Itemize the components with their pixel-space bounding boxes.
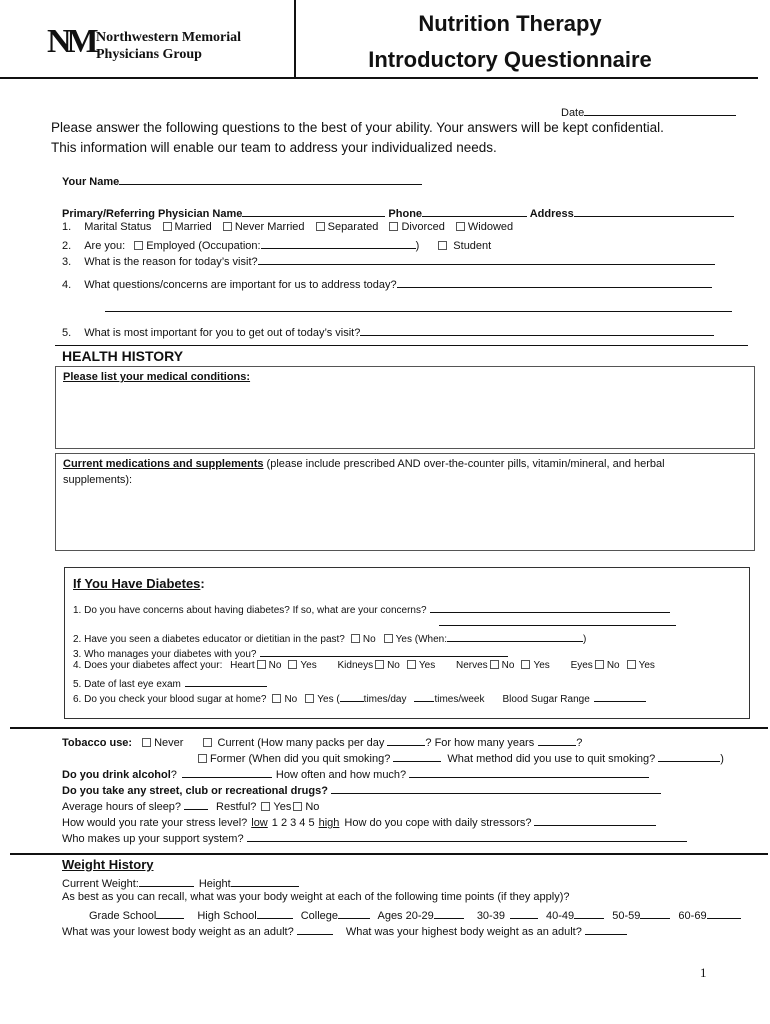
diabetes-concerns-line2[interactable] (439, 625, 676, 626)
address-label: Address (529, 208, 574, 220)
student-checkbox[interactable] (438, 241, 447, 250)
intro-line1: Please answer the following questions to the best of your ability. Your answers will be kept confidential. (51, 120, 664, 135)
grade-school-weight-field[interactable] (156, 907, 184, 919)
eyes-no-checkbox[interactable] (595, 660, 604, 669)
question-1-marital: 1. Marital Status Married Never Married Separated Divorced Widowed (62, 221, 514, 233)
diabetes-q2: 2. Have you seen a diabetes educator or dietitian in the past? No Yes (When: ) (73, 630, 586, 645)
blood-sugar-yes-checkbox[interactable] (305, 694, 314, 703)
nerves-no-checkbox[interactable] (490, 660, 499, 669)
question-3-reason: 3. What is the reason for today’s visit? (62, 253, 715, 268)
physician-label: Primary/Referring Physician Name (62, 208, 243, 220)
educator-yes-checkbox[interactable] (384, 634, 393, 643)
diabetes-q6: 6. Do you check your blood sugar at home? No Yes ( times/day times/week Blood Sugar Range (73, 690, 646, 705)
height-field[interactable] (231, 875, 299, 887)
ages-60-69-weight-field[interactable] (707, 907, 741, 919)
tobacco-never-checkbox[interactable] (142, 738, 151, 747)
address-field[interactable] (574, 205, 734, 217)
intro-line2: This information will enable our team to address your individualized needs. (51, 140, 497, 155)
college-weight-field[interactable] (338, 907, 370, 919)
recall-row: As best as you can recall, what was your body weight at each of the following time points (if they apply)? (62, 891, 570, 903)
medical-conditions-box[interactable] (55, 366, 755, 449)
alcohol-field[interactable] (182, 766, 272, 778)
stress-coping-field[interactable] (534, 814, 656, 826)
medical-conditions-label: Please list your medical conditions: (63, 371, 251, 383)
times-week-field[interactable] (414, 690, 434, 702)
heart-no-checkbox[interactable] (257, 660, 266, 669)
page-number: 1 (700, 965, 707, 980)
physician-field[interactable] (242, 205, 385, 217)
sleep-hours-field[interactable] (184, 798, 208, 810)
tobacco-former-checkbox[interactable] (198, 754, 207, 763)
current-weight-field[interactable] (139, 875, 194, 887)
form-title-line2: Introductory Questionnaire (368, 47, 652, 72)
support-system-field[interactable] (247, 830, 687, 842)
stress-scale[interactable]: 1 2 3 4 5 (271, 817, 315, 829)
educator-when-field[interactable] (447, 630, 583, 642)
ages-30-39-weight-field[interactable] (510, 907, 538, 919)
question-5-goals: 5. What is most important for you to get out of today’s visit? (62, 324, 714, 339)
weight-rule (10, 853, 768, 855)
support-row: Who makes up your support system? (62, 830, 687, 845)
your-name-label: Your Name (62, 176, 120, 188)
goals-field[interactable] (360, 324, 714, 336)
blood-sugar-no-checkbox[interactable] (272, 694, 281, 703)
divorced-checkbox[interactable] (389, 222, 398, 231)
diabetes-manager-field[interactable] (260, 645, 508, 657)
packs-per-day-field[interactable] (387, 734, 425, 746)
times-day-field[interactable] (340, 690, 364, 702)
diabetes-q1: 1. Do you have concerns about having diabetes? If so, what are your concerns? (73, 601, 670, 616)
sleep-row: Average hours of sleep? Restful? Yes No (62, 798, 319, 813)
educator-no-checkbox[interactable] (351, 634, 360, 643)
date-field[interactable] (584, 104, 736, 116)
occupation-field[interactable] (261, 237, 416, 249)
concerns-field[interactable] (397, 276, 712, 288)
diabetes-concerns-field[interactable] (430, 601, 670, 613)
medications-box[interactable] (55, 453, 755, 551)
tobacco-row: Tobacco use: Never Current (How many packs per day ? For how many years ? (62, 734, 582, 749)
ages-50-59-weight-field[interactable] (640, 907, 670, 919)
date-row (561, 104, 736, 119)
employed-checkbox[interactable] (134, 241, 143, 250)
header-divider (294, 0, 296, 77)
drugs-row: Do you take any street, club or recreational drugs? (62, 782, 661, 797)
blood-sugar-range-field[interactable] (594, 690, 646, 702)
ages-40-49-weight-field[interactable] (574, 907, 604, 919)
lowest-highest-row: What was your lowest body weight as an adult? What was your highest body weight as an adult? (62, 923, 627, 938)
ages-20-29-weight-field[interactable] (434, 907, 464, 919)
weight-history-heading: Weight History (62, 857, 154, 872)
widowed-checkbox[interactable] (456, 222, 465, 231)
nerves-yes-checkbox[interactable] (521, 660, 530, 669)
tobacco-former-row: Former (When did you quit smoking? What method did you use to quit smoking? ) (196, 750, 724, 765)
phone-field[interactable] (422, 205, 527, 217)
stress-row: How would you rate your stress level? low 1 2 3 4 5 high How do you cope with daily stressors? (62, 814, 656, 829)
header-rule (0, 77, 758, 79)
diabetes-q3: 3. Who manages your diabetes with you? (73, 645, 508, 660)
highest-weight-field[interactable] (585, 923, 627, 935)
your-name-field[interactable] (119, 173, 422, 185)
drugs-field[interactable] (331, 782, 661, 794)
quit-date-field[interactable] (393, 750, 441, 762)
physician-row (62, 205, 734, 220)
never-married-checkbox[interactable] (223, 222, 232, 231)
health-history-heading: HEALTH HISTORY (62, 348, 184, 364)
alcohol-row: Do you drink alcohol? How often and how much? (62, 766, 649, 781)
medications-label-line1: Current medications and supplements (please include prescribed AND over-the-counter pills, vitamin/mineral, and herbal (63, 458, 665, 470)
form-title-line1: Nutrition Therapy (418, 11, 602, 36)
eye-exam-date-field[interactable] (185, 675, 267, 687)
org-name-line1: Northwestern Memorial (96, 30, 242, 45)
alcohol-frequency-field[interactable] (409, 766, 649, 778)
diabetes-q5: 5. Date of last eye exam (73, 675, 267, 690)
date-label: Date (561, 107, 585, 119)
your-name-row (62, 173, 422, 188)
logo-mark: NM (47, 23, 94, 60)
restful-no-checkbox[interactable] (293, 802, 302, 811)
restful-yes-checkbox[interactable] (261, 802, 270, 811)
phone-label: Phone (388, 208, 423, 220)
smoking-years-field[interactable] (538, 734, 576, 746)
org-name-line2: Physicians Group (96, 47, 202, 62)
lowest-weight-field[interactable] (297, 923, 333, 935)
diabetes-q4: 4. Does your diabetes affect your: Heart No Yes Kidneys No Yes Nerves No Yes Eyes No Yes (73, 660, 655, 671)
kidneys-yes-checkbox[interactable] (407, 660, 416, 669)
high-school-weight-field[interactable] (257, 907, 293, 919)
diabetes-heading: If You Have Diabetes: (73, 576, 205, 591)
question-4-concerns: 4. What questions/concerns are important for us to address today? (62, 276, 712, 291)
separated-checkbox[interactable] (316, 222, 325, 231)
health-history-rule (55, 345, 748, 346)
quit-method-field[interactable] (658, 750, 720, 762)
concerns-field-line2[interactable] (105, 311, 732, 312)
reason-field[interactable] (258, 253, 715, 265)
current-weight-row: Current Weight: Height (62, 875, 299, 890)
eyes-yes-checkbox[interactable] (627, 660, 636, 669)
kidneys-no-checkbox[interactable] (375, 660, 384, 669)
question-2-employment: 2. Are you: Employed (Occupation: ) Student (62, 237, 491, 252)
diabetes-box (64, 567, 750, 719)
heart-yes-checkbox[interactable] (288, 660, 297, 669)
weight-ages-row: Grade School High School College Ages 20-29 30-39 40-49 50-59 60-69 (89, 907, 741, 922)
medications-label-line2: supplements): (63, 474, 133, 486)
tobacco-current-checkbox[interactable] (203, 738, 212, 747)
lifestyle-rule (10, 727, 768, 729)
married-checkbox[interactable] (163, 222, 172, 231)
